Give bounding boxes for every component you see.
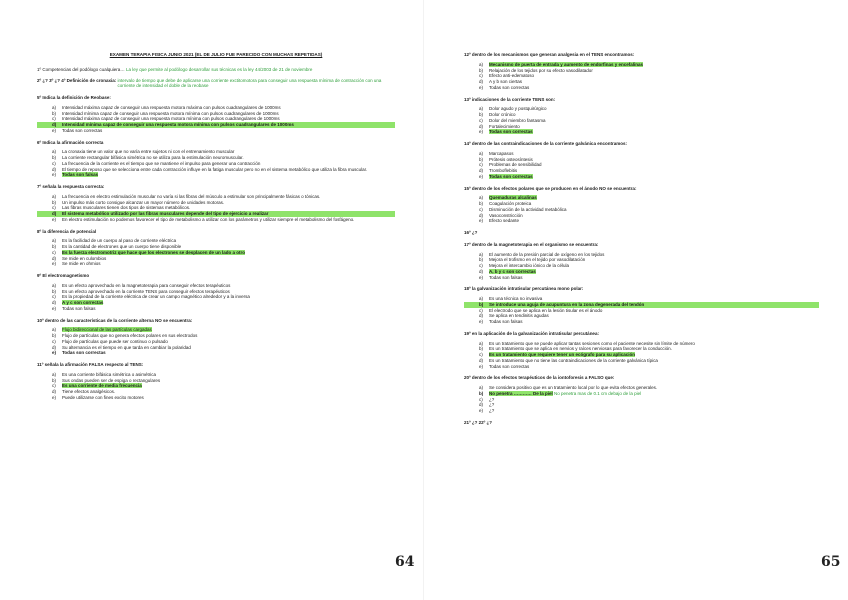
question-21-22-label: 21º ¿? 22º ¿?	[464, 419, 493, 425]
option-letter: a)	[479, 150, 484, 156]
option-letter: b)	[479, 67, 484, 73]
option-text: ¿?	[489, 408, 495, 413]
option-text: Flujo de partículas que puede ser continuo o pulsado	[62, 338, 168, 344]
option-letter: a)	[479, 251, 484, 257]
option-text: No penetra ………… De la piel	[489, 390, 553, 396]
option-letter: b)	[52, 288, 57, 294]
option-text: Intensidad mínima capaz de conseguir una respuesta motora mínima con pulsos cuadrangulares de 1000ms	[62, 110, 279, 116]
option-letter: c)	[479, 396, 483, 402]
option-letter: d)	[52, 300, 57, 305]
option-text: Las fibras musculares tienen dos tipos de sistemas metabólicos.	[62, 205, 191, 211]
left-page-content	[37, 52, 395, 401]
question-19-label: 19º en la aplicación de la galvanización intratisular percutánea:	[464, 330, 599, 336]
option-letter: d)	[52, 389, 57, 394]
option-text: Sus ondas pueden ser de espiga o rectangulares	[62, 377, 161, 383]
option-text: Es un tratamiento que requiere tener un ecógrafo para su aplicación	[489, 352, 636, 357]
correct-option-row	[464, 129, 819, 135]
option-text: La frecuencia en electro estimulación muscular no varía si las fibras del músculo a estimular son principalmente fásicas o tónicas.	[62, 193, 321, 199]
option-letter: b)	[479, 301, 484, 307]
right-page-content	[464, 52, 819, 430]
option-text: Es un tratamiento que no tiene las contraindicaciones de la corriente galvánica típica	[489, 357, 658, 363]
question-12-options	[464, 62, 819, 91]
option-text: La cronaxia tiene un valor que no varía entre sujetos ni con el entrenamiento muscular	[62, 149, 235, 155]
option-text: Es un efecto aprovechado en la magnetoterapia para conseguir efectos terapéuticos	[62, 282, 231, 288]
option-text: Todas son falsas	[489, 274, 523, 280]
option-letter: e)	[52, 305, 57, 311]
option-letter: a)	[52, 238, 57, 244]
option-letter: b)	[52, 110, 57, 116]
question-14-label: 14º dentro de las contraindicaciones de la corriente galvánica encontramos:	[464, 141, 627, 146]
option-letter: c)	[479, 162, 483, 168]
option-text: Se mide en culombios	[62, 255, 107, 261]
option-letter: b)	[52, 333, 57, 338]
option-letter: e)	[479, 218, 484, 224]
option-text: Todas son correctas	[62, 127, 103, 133]
question-9-options	[37, 283, 395, 312]
option-text: Quemaduras alcalinas	[489, 195, 537, 201]
option-text: Fortalecimiento	[489, 123, 520, 129]
option-row	[464, 408, 819, 414]
option-letter: d)	[479, 123, 484, 129]
option-letter: c)	[52, 116, 56, 122]
question-19-options	[464, 341, 819, 370]
option-letter: b)	[479, 390, 484, 396]
option-letter: a)	[52, 282, 57, 288]
option-letter: e)	[52, 350, 57, 356]
option-letter: c)	[52, 338, 56, 344]
option-letter: a)	[52, 149, 57, 155]
option-letter: b)	[479, 112, 484, 117]
option-letter: a)	[479, 106, 484, 112]
option-text: El electrodo que se aplica en la lesión tisular es el ánodo	[489, 307, 603, 313]
option-letter: c)	[52, 294, 56, 300]
option-text: Mecanismo de puerta de entrada y aumento de endorfinas y encefalinas	[489, 61, 644, 67]
option-letter: a)	[479, 296, 484, 301]
page-number: 64	[395, 554, 415, 570]
question-20-options	[464, 385, 819, 414]
option-text: Es la facilidad de un cuerpo al paso de corriente eléctrica	[62, 238, 177, 244]
option-letter: d)	[479, 212, 484, 218]
question-8-options	[37, 238, 395, 267]
question-6-label: 6º Indica la afirmación correcta	[37, 139, 104, 145]
option-text: Su alternancia es el tiempo en que tarda en cambiar la polaridad	[62, 344, 191, 350]
option-letter: d)	[479, 313, 484, 319]
option-row	[37, 306, 395, 312]
question-5-label: 5º Indica la definición de Reobase:	[37, 95, 111, 100]
question-6-options	[37, 149, 395, 178]
option-text: Intensidad mínima capaz de conseguir una respuesta motora mínima con pulsos cuadrangulares de 1000ms	[62, 122, 294, 127]
option-text: Tromboflebitis	[489, 168, 518, 173]
option-letter: e)	[479, 173, 484, 179]
option-text: Relajación de los tejidos por su efecto vasodilatador	[489, 67, 593, 73]
option-letter: c)	[479, 117, 483, 123]
option-letter: a)	[479, 195, 484, 201]
option-text: Todas son correctas	[489, 129, 533, 135]
option-letter: a)	[52, 104, 57, 110]
correct-option-row	[464, 174, 819, 180]
option-letter: d)	[52, 344, 57, 350]
option-text: Efecto sedante	[489, 218, 520, 224]
option-text: Es un tratamiento que se puede aplicar tantas sesiones como el paciente necesite sin límite de número	[489, 340, 695, 346]
question-4-answer: intervalo de tiempo que debe de aplicarse una corriente exctitomotora para conseguir una respuesta mínima de contracción con una corriente de intensidad el doble de la reobase	[117, 77, 382, 89]
option-text: Un impulso más corto consigue alcanzar un mayor número de unidades motoras.	[62, 199, 225, 205]
question-14-options	[464, 151, 819, 180]
option-text: Todas son correctas	[489, 173, 533, 179]
correct-option-row	[37, 172, 395, 178]
question-10-options	[37, 327, 395, 356]
question-1	[37, 67, 395, 73]
option-text: Dolor agudo y postquirúrgico	[489, 106, 547, 112]
option-text: Es la cantidad de electrones que un cuerpo tiene disponible	[62, 244, 182, 249]
option-text: En electro estimulación no podemos favorecer el tipo de metabolismo a utilizar con los parámetros y utilizar siempre el metabolismo del fosfágeno.	[62, 216, 355, 222]
option-text: Dolor del miembro fantasma	[489, 117, 546, 123]
option-text: ¿?	[489, 402, 495, 408]
option-text: Es una técnica no invasiva	[489, 296, 543, 301]
question-18-label: 18º la galvanización intratisular percutánea mono polar:	[464, 286, 584, 292]
question-5-options	[37, 105, 395, 134]
question-11-options	[37, 372, 395, 401]
option-letter: e)	[52, 216, 57, 222]
option-text: Se aplica en tendinitis agudas	[489, 313, 549, 319]
option-row	[464, 319, 819, 325]
option-letter: c)	[52, 383, 56, 389]
option-text: Se introduce una aguja de acupuntura en la zona degenerada del tendón	[489, 301, 645, 307]
option-letter: b)	[52, 155, 57, 160]
option-text: Todas son falsas	[62, 305, 96, 311]
question-18-options	[464, 296, 819, 325]
option-letter: e)	[52, 394, 57, 400]
option-letter: e)	[52, 127, 57, 133]
option-letter: e)	[479, 408, 484, 413]
option-letter: a)	[52, 371, 57, 377]
option-text: Intensidad máxima capaz de conseguir una respuesta motora máxima con pulsos cuadrangulares de 1000ms	[62, 104, 281, 110]
option-row	[37, 350, 395, 356]
question-8-label: 8º la diferencia de potencial	[37, 228, 97, 234]
option-text: Dolor crónico	[489, 112, 516, 117]
option-text: A y c son correctas	[62, 300, 104, 305]
question-2-4	[37, 78, 395, 90]
question-10-label: 10º dentro de las características de la corriente alterna NO se encuentra:	[37, 317, 193, 323]
option-text: Todas son correctas	[489, 84, 530, 90]
option-row	[464, 275, 819, 281]
option-letter: b)	[52, 244, 57, 249]
option-letter: d)	[479, 268, 484, 274]
option-letter: b)	[479, 257, 484, 263]
option-letter: a)	[52, 327, 57, 333]
option-letter: a)	[479, 385, 484, 390]
question-15-options	[464, 195, 819, 224]
option-text: Prótesis osteosíntesis	[489, 156, 533, 162]
option-text: ¿?	[489, 396, 495, 402]
question-13-options	[464, 106, 819, 135]
option-letter: d)	[52, 166, 57, 172]
option-letter: d)	[479, 79, 484, 84]
option-row	[464, 364, 819, 370]
option-letter: e)	[479, 319, 484, 324]
option-letter: d)	[52, 255, 57, 261]
option-letter: d)	[479, 402, 484, 408]
option-text: Es un tratamiento que se aplica en nervios y raíces nerviosas para favorecer la conducción.	[489, 346, 672, 352]
option-text: Es un efecto aprovechado en la corriente TENS para conseguir efectos terapéuticos	[62, 288, 230, 294]
question-20-label: 20º dentro de los efectos terapéuticos de la iontoforesis a FALSO que:	[464, 375, 615, 381]
option-text: El tiempo de reposo que se selecciona entre cada contracción influye en la fatiga muscular pero no en el sistema metabólico que utiliza la fibra muscular.	[62, 166, 368, 172]
question-1-label: 1º Competencias del podólogo cualquiera…	[37, 66, 125, 72]
question-15-label: 15º dentro de los efectos polares que se producen en el ánodo NO se encuentra:	[464, 185, 637, 191]
option-letter: a)	[479, 61, 484, 67]
option-row	[464, 85, 819, 91]
option-letter: d)	[52, 122, 57, 127]
option-letter: c)	[479, 307, 483, 313]
option-row	[37, 261, 395, 267]
question-1-answer: La ley que permite al podólogo desarrollar sus técnicas es la ley 44/2003 de 21 de noviembre	[125, 66, 313, 72]
option-text: Es la propiedad de la corriente eléctrica de crear un campo magnético alrededor y a la inversa	[62, 294, 250, 300]
option-letter: c)	[479, 206, 483, 212]
option-letter: e)	[479, 129, 484, 135]
question-13-label: 13º indicaciones de la corriente TENS son:	[464, 96, 556, 102]
option-text: Mejora el intercambio iónico de la célula	[489, 263, 570, 268]
option-text: Marcapasos	[489, 150, 514, 156]
right-page	[424, 0, 848, 600]
option-text: El aumento de la presión parcial de oxígeno en los tejidos	[489, 251, 605, 257]
option-text: Problemas de sensibilidad	[489, 162, 542, 168]
option-letter: e)	[52, 172, 57, 178]
exam-title: EXAMEN TERAPIA FISICA JUNIO 2021 (EL DE JULIO FUE PARECIDO CON MUCHAS REPETIDAS)	[109, 52, 323, 57]
option-text: Se considera positivo que es un tratamiento local por lo que evita efectos generales.	[489, 385, 658, 390]
option-text: Flujo bidireccional de las partículas cargadas	[62, 327, 152, 333]
option-row	[37, 395, 395, 401]
option-letter: a)	[479, 340, 484, 346]
option-letter: b)	[479, 201, 484, 206]
option-text: Todas son falsas	[62, 172, 99, 178]
option-text: La corriente rectangular bifásica simétrica no se utiliza para la estimulación neuromuscular.	[62, 155, 244, 160]
question-11-label: 11º señala la afirmación FALSA respecto al TENS:	[37, 362, 144, 367]
question-16-label: 16º ¿?	[464, 230, 478, 235]
option-letter: d)	[52, 211, 57, 216]
option-text: Efecto anti-edematoso	[489, 73, 535, 79]
option-row	[37, 217, 395, 223]
option-row	[464, 218, 819, 224]
option-text: Puede utilizarse con fines excito motores	[62, 394, 144, 400]
option-text: Mejora el trofismo en el tejido por vasodilatación	[489, 257, 586, 263]
option-text: Coagulación proteica	[489, 201, 532, 206]
option-text: Tiene efectos analgésicos.	[62, 389, 116, 394]
question-7-label: 7º señala la respuesta correcta:	[37, 184, 105, 189]
option-text: Es la fuerza electromotriz que hace que los electrones se desplacen de un lado a otro	[62, 249, 246, 255]
question-2-4-label: 2º ¿? 3º ¿? 4º Definición de cronaxia:	[37, 77, 117, 83]
option-letter: c)	[479, 263, 483, 268]
option-text: Todas son correctas	[62, 350, 106, 356]
option-text: A, b y c son correctas	[489, 268, 536, 274]
option-text: Todas son correctas	[489, 363, 530, 369]
option-letter: d)	[479, 168, 484, 173]
option-letter: c)	[52, 205, 56, 211]
question-9-label: 9º El electromagnetismo	[37, 273, 90, 278]
option-letter: c)	[479, 352, 483, 357]
option-text: Es una corriente de media frecuencia	[62, 383, 142, 389]
page-number: 65	[821, 554, 841, 570]
option-letter: b)	[52, 199, 57, 205]
question-17-label: 17º dentro de la magnetoterapia en el organismo se encuentra:	[464, 241, 599, 247]
option-letter: a)	[52, 193, 57, 199]
option-text: El sistema metabólico utilizado por las fibras musculares depende del tipo de ejercicio a realizar	[62, 211, 269, 216]
option-text: Intensidad máxima capaz de conseguir una respuesta motora mínima con pulsos cuadrangulares de 1000ms	[62, 116, 280, 122]
option-text: Es una corriente bifásica simétrica o asimétrica	[62, 371, 157, 377]
option-letter: d)	[479, 357, 484, 363]
option-text: Todas son falsas	[489, 319, 523, 324]
option-letter: b)	[52, 377, 57, 383]
option-letter: b)	[479, 156, 484, 162]
option-letter: c)	[52, 249, 56, 255]
option-letter: e)	[52, 261, 57, 267]
option-letter: c)	[52, 160, 56, 166]
option-text: Se mide en ohmios	[62, 261, 101, 267]
question-7-options	[37, 194, 395, 223]
question-12-label: 12º dentro de los mecanismos que generan analgesia en el TENS encontramos:	[464, 52, 635, 57]
option-letter: c)	[479, 73, 483, 79]
option-text: Disminución de la actividad metabólica	[489, 206, 567, 212]
option-text: Flujo de partículas que no genera efectos polares en sus electrodos	[62, 333, 198, 338]
option-letter: e)	[479, 84, 484, 90]
option-note: No penetra mas de 0.1 cm debajo de la piel	[554, 390, 642, 396]
option-text: La frecuencia de la corriente es el tiempo que se mantiene el impulso para generar una contracción	[62, 160, 261, 166]
option-text: A y b son ciertas	[489, 79, 523, 84]
option-letter: e)	[479, 274, 484, 280]
option-letter: e)	[479, 363, 484, 369]
question-17-options	[464, 252, 819, 281]
option-row	[37, 128, 395, 134]
option-letter: b)	[479, 346, 484, 352]
option-text: Vasoconstricción	[489, 212, 523, 218]
